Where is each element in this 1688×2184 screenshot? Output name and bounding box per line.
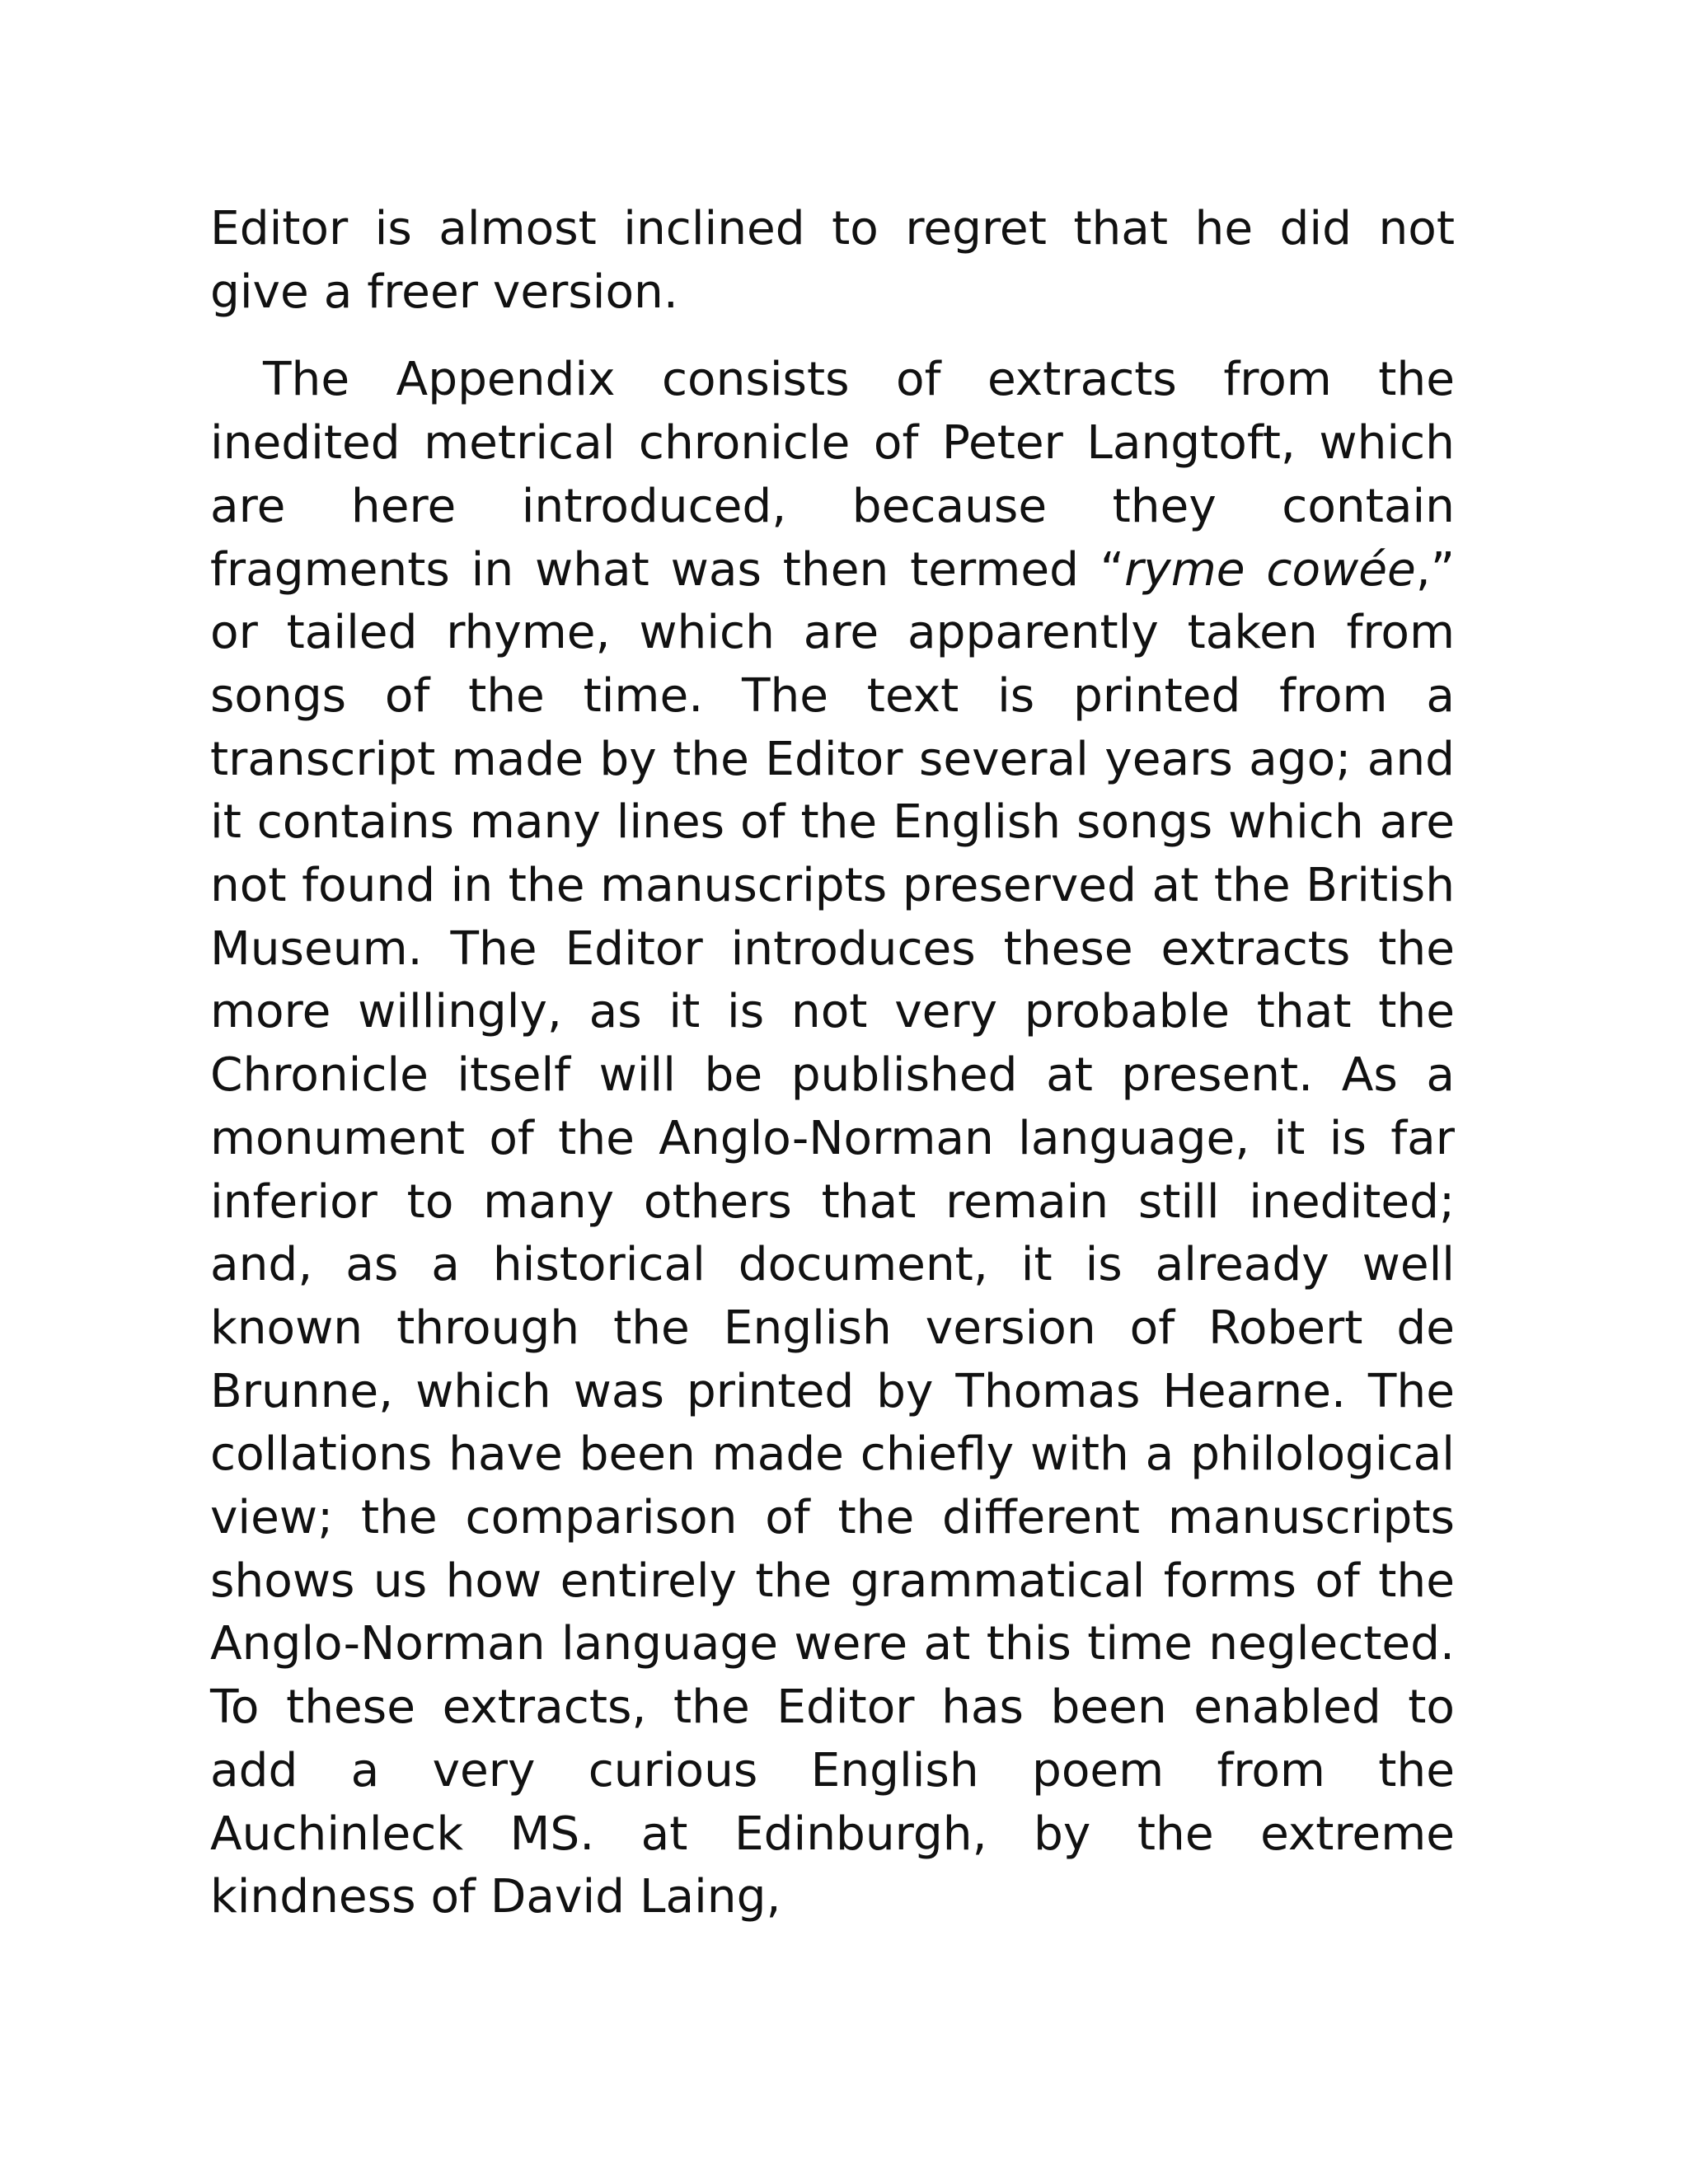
paragraph-appendix [210,349,1455,1929]
italic-term: ryme cowée [1124,542,1416,597]
paragraph-appendix-text-start: The Appendix consists of extracts from the inedited metrical chronicle of Peter Langtoft, which are here introduced, because they contain fragments in what was then termed “ [210,353,1455,597]
page-body [210,198,1455,1929]
paragraph-appendix-text-end: ,” or tailed rhyme, which are apparently taken from songs of the time. The text is printed from a transcript made by the Editor several years ago; and it contains many lines of the English songs which are not found in the manuscripts preserved at the British Museum. The Editor introduces these extracts the more willingly, as it is not very probable that the Chronicle itself will be published at present. As a monument of the Anglo-Norman language, it is far inferior to many others that remain still inedited; and, as a historical document, it is already well known through the English version of Robert de Brunne, which was printed by Thomas Hearne. The collations have been made chiefly with a philological view; the comparison of the different manuscripts shows us how entirely the grammatical forms of the Anglo-Norman language were at this time neglected. To these extracts, the Editor has been enabled to add a very curious English poem from the Auchinleck MS. at Edinburgh, by the extreme kindness of David Laing, [210,542,1455,1924]
paragraph-continuation: Editor is almost inclined to regret that he did not give a freer version. [210,202,1455,319]
